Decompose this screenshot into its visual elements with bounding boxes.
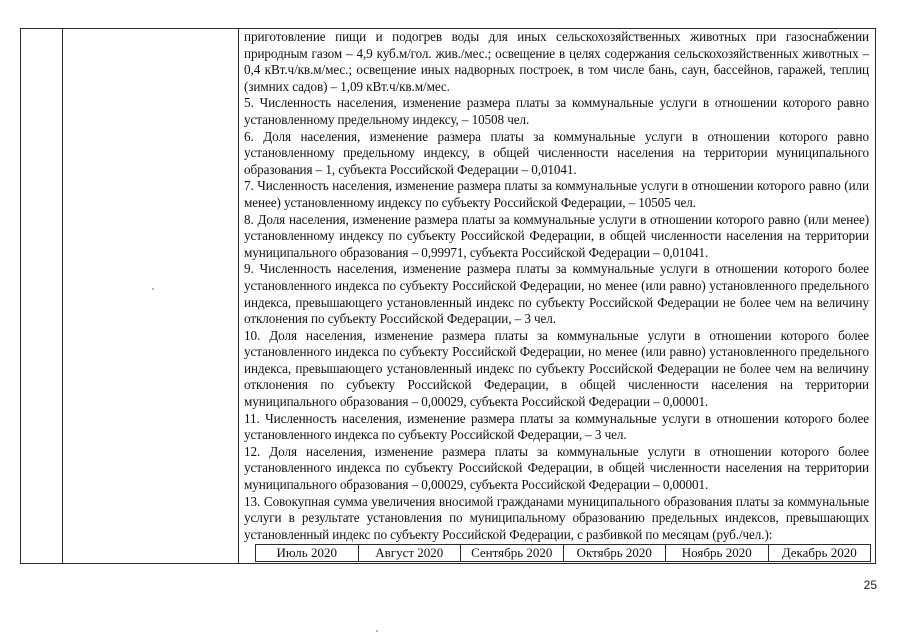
month-cell: Июль 2020 (256, 545, 359, 561)
months-table-header (255, 544, 871, 562)
scan-speck (376, 630, 378, 632)
month-cell: Октябрь 2020 (564, 545, 667, 561)
paragraph-11: 11. Численность населения, изменение размера платы за коммунальные услуги в отношении которого более установленного индекса по субъекту Российской Федерации, – 3 чел. (244, 410, 869, 443)
table-frame (20, 28, 876, 564)
month-cell: Сентябрь 2020 (461, 545, 564, 561)
paragraph-continuation: приготовление пищи и подогрев воды для иных сельскохозяйственных животных при газоснабжении природным газом – 4,9 куб.м/гол. жив./мес.; освещение в целях содержания сельскохозяйственных животных – 0,4 кВт.ч/кв.м/мес.; освещение иных надворных построек, в том числе бань, саун, бассейнов, гаражей, теплиц (зимних садов) – 1,09 кВт.ч/кв.м/мес. (244, 29, 869, 94)
paragraph-6: 6. Доля населения, изменение размера платы за коммунальные услуги в отношении которого равно установленному предельному индексу, в общей численности населения на территории муниципального образования – 1, субъекта Российской Федерации – 0,01041. (244, 128, 869, 177)
month-cell: Ноябрь 2020 (666, 545, 769, 561)
scan-speck (152, 288, 154, 290)
paragraph-8: 8. Доля населения, изменение размера платы за коммунальные услуги в отношении которого равно (или менее) установленному индексу по субъекту Российской Федерации, в общей численности населения на территории муниципального образования – 0,99971, субъекта Российской Федерации – 0,01041. (244, 211, 869, 260)
month-cell: Август 2020 (359, 545, 462, 561)
paragraph-10: 10. Доля населения, изменение размера платы за коммунальные услуги в отношении которого более установленного индекса по субъекту Российской Федерации, но менее (или равно) установленного предельного индекса, превышающего установленный индекс по субъекту Российской Федерации не более чем на величину отклонения по субъекту Российской Федерации, в общей численности населения на территории муниципального образования – 0,00029, субъекта Российской Федерации – 0,00001. (244, 327, 869, 410)
month-cell: Декабрь 2020 (781, 545, 857, 560)
page-number: 25 (863, 578, 877, 592)
paragraph-12: 12. Доля населения, изменение размера платы за коммунальные услуги в отношении которого более установленного индекса по субъекту Российской Федерации, в общей численности населения на территории муниципального образования – 0,00029, субъекта Российской Федерации – 0,00001. (244, 443, 869, 493)
paragraph-9: 9. Численность населения, изменение размера платы за коммунальные услуги в отношении которого более установленного индекса по субъекту Российской Федерации, но менее (или равно) установленного предельного индекса, превышающего установленный индекс по субъекту Российской Федерации не более чем на величину отклонения по субъекту Российской Федерации, – 3 чел. (244, 261, 869, 327)
paragraph-5: 5. Численность населения, изменение размера платы за коммунальные услуги в отношении которого равно установленному предельному индексу, – 10508 чел. (244, 95, 869, 127)
content-text (244, 29, 869, 543)
table-column-number (21, 29, 63, 563)
paragraph-7: 7. Численность населения, изменение размера платы за коммунальные услуги в отношении которого равно (или менее) установленному индексу по субъекту Российской Федерации, – 10505 чел. (244, 178, 869, 210)
paragraph-13: 13. Совокупная сумма увеличения вносимой гражданами муниципального образования платы за коммунальные услуги в результате установления по муниципальному образованию предельных индексов, превышающих установленный индекс по субъекту Российской Федерации, с разбивкой по месяцам (руб./чел.): (244, 493, 869, 542)
table-column-name (63, 29, 239, 563)
table-column-content (240, 29, 875, 563)
